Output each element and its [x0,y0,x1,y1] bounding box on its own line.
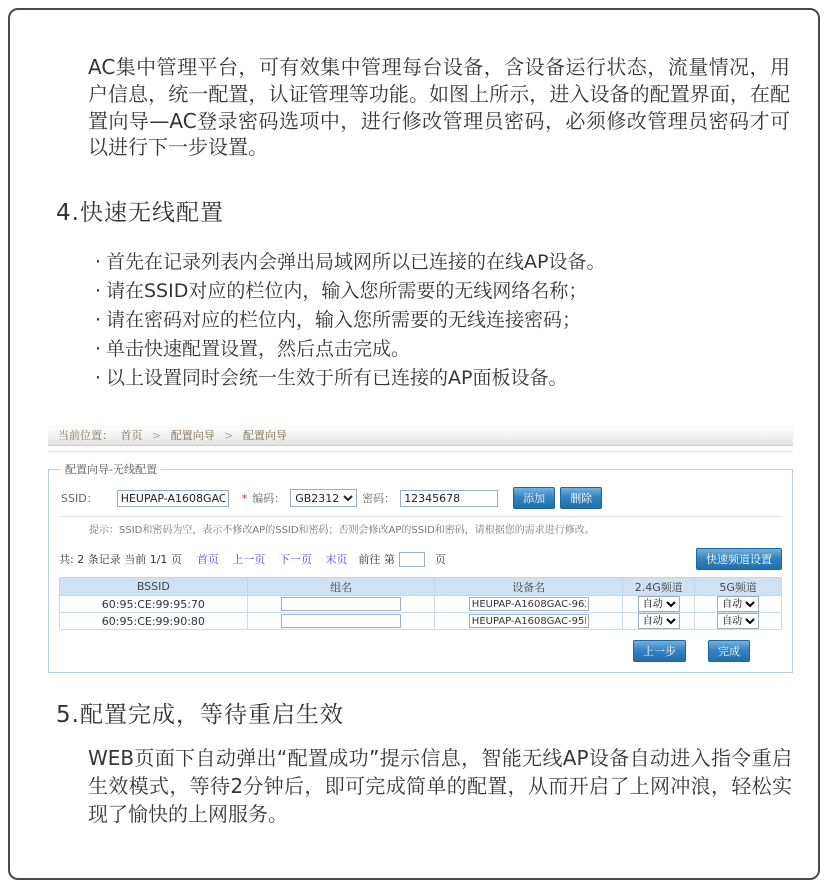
group-name-input[interactable] [281,597,401,611]
table-header-row [60,578,782,596]
ssid-input[interactable] [117,490,229,507]
next-page-link[interactable]: 下一页 [278,553,312,566]
bullet-text: 以上设置同时会统一生效于所有已连接的AP面板设备。 [106,367,568,389]
bullet-icon: · [94,280,102,302]
breadcrumb [48,425,793,446]
breadcrumb-wizard-link[interactable]: 配置向导 [170,429,215,442]
breadcrumb-separator: > [152,429,162,442]
breadcrumb-current-page: 配置向导 [242,429,287,442]
bullet-text: 请在SSID对应的栏位内，输入您所需要的无线网络名称； [106,280,588,302]
divider [48,451,793,452]
section-4-bullet-list [90,248,605,393]
bullet-icon: · [94,338,102,360]
pagination-bar [59,548,782,570]
document-page [8,8,820,880]
list-item [90,248,605,277]
bssid-cell: 60:95:CE:99:95:70 [60,596,248,613]
goto-page-prefix: 前往 第 [358,553,395,566]
encoding-select[interactable] [290,489,357,507]
delete-button[interactable]: 删除 [560,487,602,509]
group-name-input[interactable] [281,614,401,628]
section-5-heading: 5.配置完成，等待重启生效 [56,702,344,728]
list-item [90,277,605,306]
intro-paragraph: AC集中管理平台，可有效集中管理每台设备，含设备运行状态，流量情况，用户信息，统一配置，认证管理等功能。如图上所示，进入设备的配置界面，在配置向导—AC登录密码选项中，进行修改管理员密码，必须修改管理员密码才可以进行下一步设置。 [88,55,790,160]
last-page-link[interactable]: 末页 [325,553,348,566]
header-24g-channel: 2.4G频道 [623,578,695,596]
channel-24g-select[interactable] [638,596,680,612]
bullet-text: 单击快速配置设置，然后点击完成。 [106,338,411,360]
first-page-link[interactable]: 首页 [196,553,219,566]
header-device-name: 设备名 [435,578,623,596]
channel-5g-select[interactable] [717,596,759,612]
previous-step-button[interactable]: 上一步 [633,640,686,662]
pagination-links [192,551,353,567]
list-item [90,335,605,364]
bullet-icon: · [94,251,102,273]
list-item [90,364,605,393]
breadcrumb-home-link[interactable]: 首页 [120,429,143,442]
breadcrumb-separator: > [224,429,234,442]
ssid-label: SSID： [61,492,98,505]
bullet-text: 请在密码对应的栏位内，输入您所需要的无线连接密码； [106,309,582,331]
quick-channel-settings-button[interactable]: 快速频道设置 [696,548,782,570]
ap-device-table [59,577,782,630]
fieldset-legend: 配置向导-无线配置 [65,463,157,476]
password-label: 密码： [362,492,396,505]
list-item [90,306,605,335]
bullet-text: 首先在记录列表内会弹出局域网所以已连接的在线AP设备。 [106,251,606,273]
required-asterisk-icon: * [241,491,248,505]
password-input[interactable] [400,490,498,507]
config-wizard-screenshot [48,425,793,673]
channel-5g-select[interactable] [717,613,759,629]
table-row [60,596,782,613]
ssid-config-row [61,487,782,509]
table-row [60,613,782,630]
goto-page-suffix: 页 [434,553,446,566]
add-button[interactable]: 添加 [513,487,555,509]
header-group-name: 组名 [247,578,435,596]
section-4-heading: 4.快速无线配置 [56,200,224,226]
breadcrumb-label: 当前位置： [58,429,113,442]
encoding-label: 编码： [252,492,286,505]
device-name-input[interactable] [469,614,589,628]
bullet-icon: · [94,309,102,331]
wireless-config-fieldset [48,461,793,673]
header-5g-channel: 5G频道 [695,578,782,596]
bssid-cell: 60:95:CE:99:90:80 [60,613,248,630]
prev-page-link[interactable]: 上一页 [232,553,266,566]
device-name-input[interactable] [469,597,589,611]
channel-24g-select[interactable] [638,613,680,629]
header-bssid: BSSID [60,578,248,596]
ssid-hint-text: 提示：SSID和密码为空，表示不修改AP的SSID和密码；否则会修改AP的SSID和密码，请根据您的需求进行修改。 [59,516,782,538]
wizard-footer-buttons [59,640,782,662]
finish-button[interactable]: 完成 [708,640,750,662]
record-count-text: 共: 2 条记录 当前 1/1 页 [59,553,182,566]
section-5-paragraph: WEB页面下自动弹出“配置成功”提示信息，智能无线AP设备自动进入指令重启生效模式，等待2分钟后，即可完成简单的配置，从而开启了上网冲浪，轻松实现了愉快的上网服务。 [88,746,792,826]
bullet-icon: · [94,367,102,389]
goto-page-input[interactable] [399,552,425,567]
